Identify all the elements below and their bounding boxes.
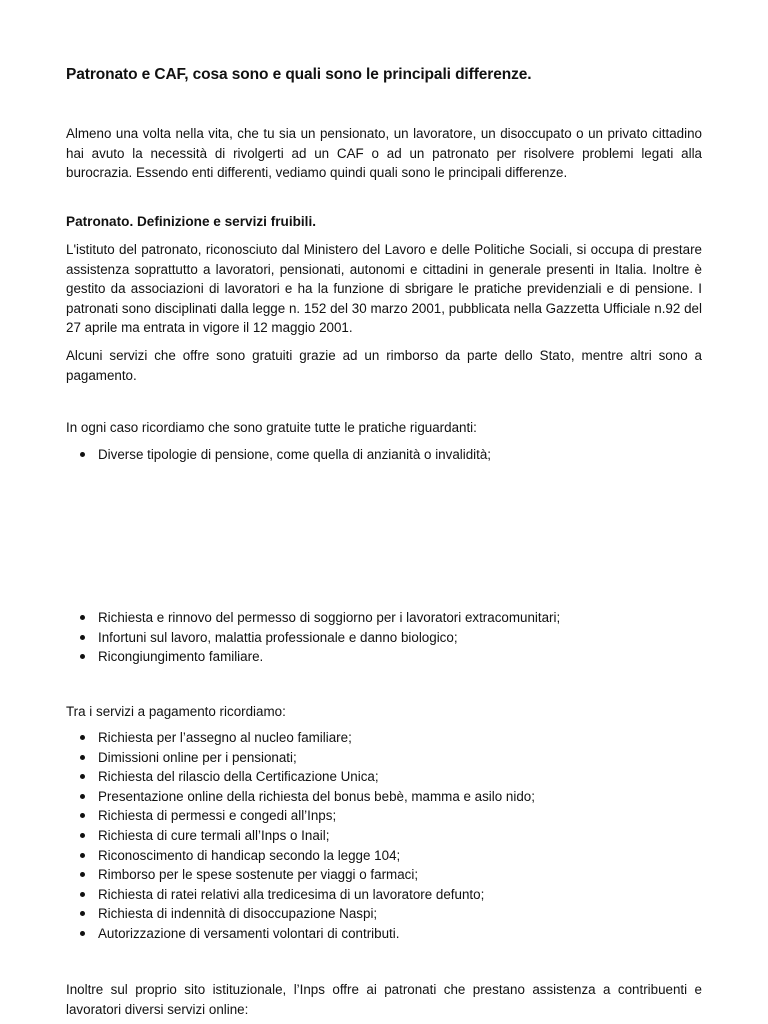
bullet-icon (80, 735, 85, 740)
bullet-icon (80, 794, 85, 799)
paid-services-list (66, 728, 702, 944)
list-item: Infortuni sul lavoro, malattia professionale e danno biologico; (66, 628, 702, 648)
bullet-icon (80, 755, 85, 760)
bullet-icon (80, 833, 85, 838)
list-item: Richiesta di indennità di disoccupazione Naspi; (66, 904, 702, 924)
bullet-icon (80, 774, 85, 779)
intro-paragraph: Almeno una volta nella vita, che tu sia un pensionato, un lavoratore, un disoccupato o un privato cittadino hai avuto la necessità di rivolgerti ad un CAF o ad un patronato per risolvere problemi legati alla burocrazia. Essendo enti differenti, vediamo quindi quali sono le principali differenze. (66, 126, 702, 180)
bullet-icon (80, 892, 85, 897)
list-item: Richiesta per l’assegno al nucleo familiare; (66, 728, 702, 748)
list-item: Richiesta di permessi e congedi all’Inps; (66, 806, 702, 826)
document-title: Patronato e CAF, cosa sono e quali sono le principali differenze. (66, 66, 532, 83)
patronato-paragraph-1: L'istituto del patronato, riconosciuto dal Ministero del Lavoro e delle Politiche Sociali, si occupa di prestare assistenza soprattutto a lavoratori, pensionati, autonomi e cittadini in generale presenti in Italia. Inoltre è gestito da associazioni di lavoratori e ha la funzione di sbrigare le pratiche previdenziali e di pensione. I patronati sono disciplinati dalla legge n. 152 del 30 marzo 2001, pubblicata nella Gazzetta Ufficiale n.92 del 27 aprile ma entrata in vigore il 12 maggio 2001. (66, 242, 702, 335)
list-item: Richiesta del rilascio della Certificazione Unica; (66, 767, 702, 787)
paid-services-intro: Tra i servizi a pagamento ricordiamo: (66, 704, 286, 719)
free-services-intro: In ogni caso ricordiamo che sono gratuite tutte le pratiche riguardanti: (66, 420, 477, 435)
section-heading-patronato: Patronato. Definizione e servizi fruibili. (66, 214, 317, 229)
list-item: Autorizzazione di versamenti volontari di contributi. (66, 924, 702, 944)
list-item: Richiesta di cure termali all’Inps o Inail; (66, 826, 702, 846)
free-services-list-first (66, 445, 702, 465)
free-services-list-second (66, 608, 702, 667)
list-item: Presentazione online della richiesta del bonus bebè, mamma e asilo nido; (66, 787, 702, 807)
list-item: Diverse tipologie di pensione, come quella di anzianità o invalidità; (66, 445, 702, 465)
bullet-icon (80, 615, 85, 620)
list-item: Dimissioni online per i pensionati; (66, 748, 702, 768)
bullet-icon (80, 654, 85, 659)
list-item: Riconoscimento di handicap secondo la legge 104; (66, 846, 702, 866)
bullet-icon (80, 872, 85, 877)
bullet-icon (80, 635, 85, 640)
list-item: Rimborso per le spese sostenute per viaggi o farmaci; (66, 865, 702, 885)
patronato-paragraph-2: Alcuni servizi che offre sono gratuiti grazie ad un rimborso da parte dello Stato, mentre altri sono a pagamento. (66, 348, 702, 383)
bullet-icon (80, 813, 85, 818)
bullet-icon (80, 911, 85, 916)
bullet-icon (80, 452, 85, 457)
closing-paragraph: Inoltre sul proprio sito istituzionale, l’Inps offre ai patronati che prestano assistenza a contribuenti e lavoratori diversi servizi online: (66, 982, 702, 1017)
list-item: Ricongiungimento familiare. (66, 647, 702, 667)
bullet-icon (80, 853, 85, 858)
list-item: Richiesta e rinnovo del permesso di soggiorno per i lavoratori extracomunitari; (66, 608, 702, 628)
list-item: Richiesta di ratei relativi alla tredicesima di un lavoratore defunto; (66, 885, 702, 905)
bullet-icon (80, 931, 85, 936)
